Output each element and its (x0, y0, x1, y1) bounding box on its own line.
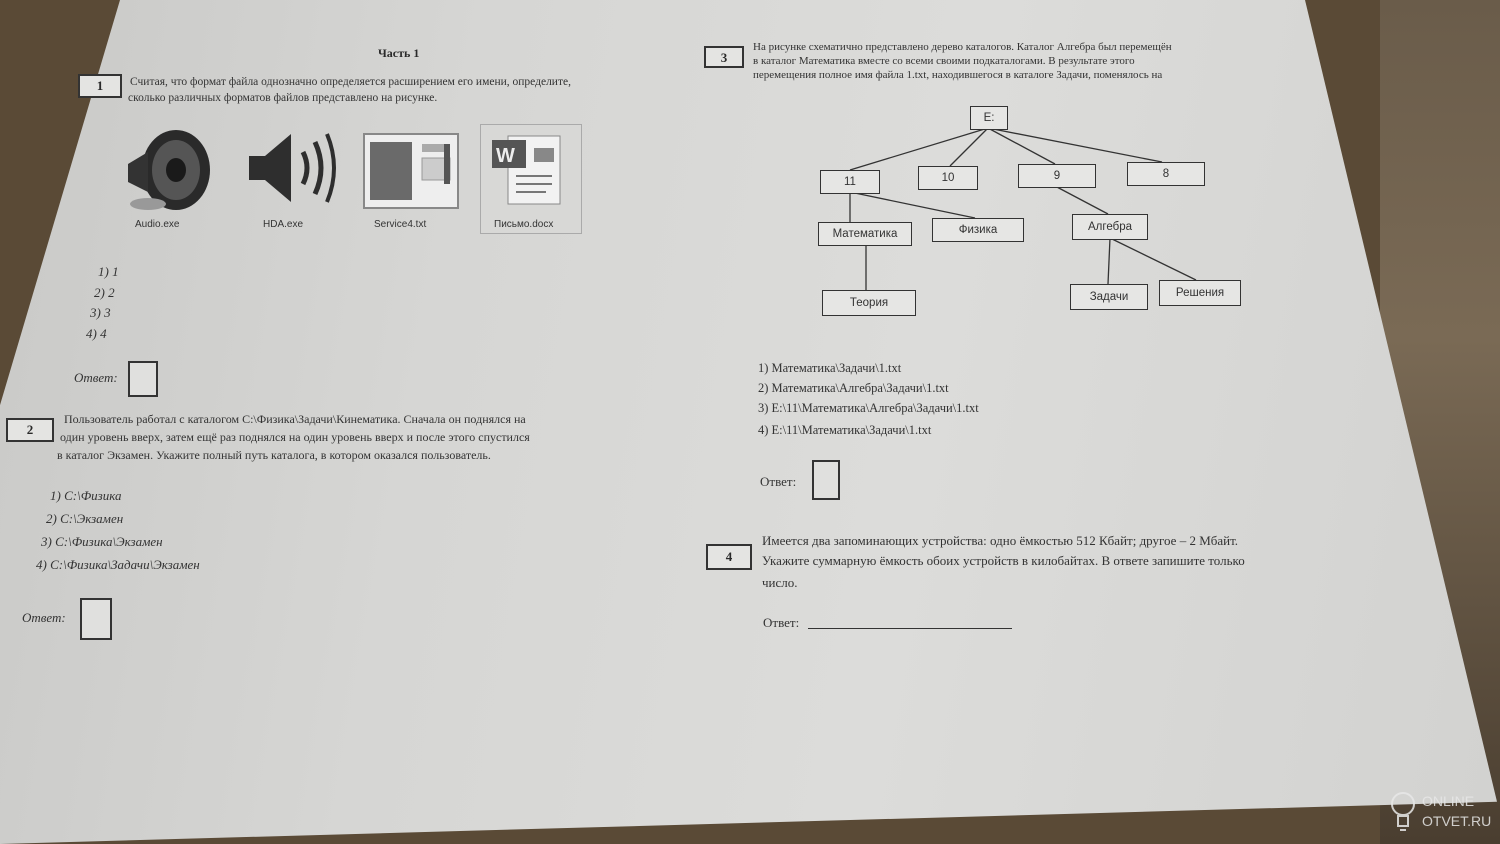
tree-node-algebra: Алгебра (1072, 214, 1148, 240)
file-name-letter: Письмо.docx (494, 219, 554, 230)
q3-option-4[interactable]: 4) E:\11\Математика\Задачи\1.txt (758, 423, 932, 437)
tree-node-11: 11 (820, 170, 880, 194)
svg-text:W: W (496, 145, 515, 167)
q1-answer-label: Ответ: (74, 370, 118, 385)
q1-option-4[interactable]: 4) 4 (86, 326, 107, 341)
q1-option-2[interactable]: 2) 2 (94, 285, 115, 300)
q3-answer-label: Ответ: (760, 474, 797, 489)
tree-node-root: E: (970, 106, 1008, 130)
part-title: Часть 1 (378, 46, 420, 60)
watermark-line1: ONLINE (1422, 793, 1475, 809)
tree-node-9: 9 (1018, 164, 1096, 188)
q1-option-1[interactable]: 1) 1 (98, 264, 119, 279)
q3-text-line3: перемещения полное имя файла 1.txt, находившегося в каталоге Задачи, поменялось на (753, 69, 1163, 81)
q4-text-line3: число. (762, 575, 798, 590)
q2-option-4[interactable]: 4) C:\Физика\Задачи\Экзамен (36, 557, 200, 572)
tree-node-solutions: Решения (1159, 280, 1241, 306)
q1-text-line2: сколько различных форматов файлов представлено на рисунке. (128, 92, 438, 104)
q2-option-1[interactable]: 1) C:\Физика (50, 488, 122, 503)
file-name-hda: HDA.exe (263, 219, 304, 230)
tree-node-tasks: Задачи (1070, 284, 1148, 310)
q4-answer-label: Ответ: (763, 615, 800, 630)
q3-number-box: 3 (704, 46, 744, 68)
q2-number-box: 2 (6, 418, 54, 442)
file-name-audio: Audio.exe (135, 219, 180, 230)
q4-answer-line[interactable] (808, 628, 1012, 629)
q3-text-line1: На рисунке схематично представлено дерево каталогов. Каталог Алгебра был перемещён (753, 41, 1172, 53)
q4-text-line2: Укажите суммарную ёмкость обоих устройств в килобайтах. В ответе запишите только (762, 553, 1245, 568)
tree-node-math: Математика (818, 222, 912, 246)
tree-node-theory: Теория (822, 290, 916, 316)
q3-text-line2: в каталог Математика вместе со всеми своими подкаталогами. В результате этого (753, 55, 1135, 67)
watermark-line2: OTVET.RU (1422, 813, 1492, 829)
q3-option-1[interactable]: 1) Математика\Задачи\1.txt (758, 361, 902, 375)
q3-answer-box[interactable] (812, 460, 840, 500)
q4-text-line1: Имеется два запоминающих устройства: одно ёмкостью 512 Кбайт; другое – 2 Мбайт. (762, 533, 1239, 548)
tree-node-8: 8 (1127, 162, 1205, 186)
lightbulb-icon (1390, 790, 1416, 834)
q3-option-3[interactable]: 3) E:\11\Математика\Алгебра\Задачи\1.txt (758, 401, 979, 415)
q4-number-box: 4 (706, 544, 752, 570)
q2-option-2[interactable]: 2) C:\Экзамен (46, 511, 124, 526)
q2-text-line3: в каталог Экзамен. Укажите полный путь каталога, в котором оказался пользователь. (57, 448, 491, 462)
q2-text-line2: один уровень вверх, затем ещё раз поднялся на один уровень вверх и после этого спустился (60, 430, 530, 444)
file-name-service: Service4.txt (374, 219, 427, 230)
q1-number-box: 1 (78, 74, 122, 98)
q2-text-line1: Пользователь работал с каталогом C:\Физика\Задачи\Кинематика. Сначала он поднялся на (64, 412, 526, 426)
q2-option-3[interactable]: 3) C:\Физика\Экзамен (41, 534, 163, 549)
q3-option-2[interactable]: 2) Математика\Алгебра\Задачи\1.txt (758, 381, 949, 395)
q2-answer-label: Ответ: (22, 610, 66, 625)
tree-node-10: 10 (918, 166, 978, 190)
q1-text-line1: Считая, что формат файла однозначно определяется расширением его имени, определите, (130, 76, 571, 88)
tree-node-physics: Физика (932, 218, 1024, 242)
q1-option-3[interactable]: 3) 3 (90, 305, 111, 320)
